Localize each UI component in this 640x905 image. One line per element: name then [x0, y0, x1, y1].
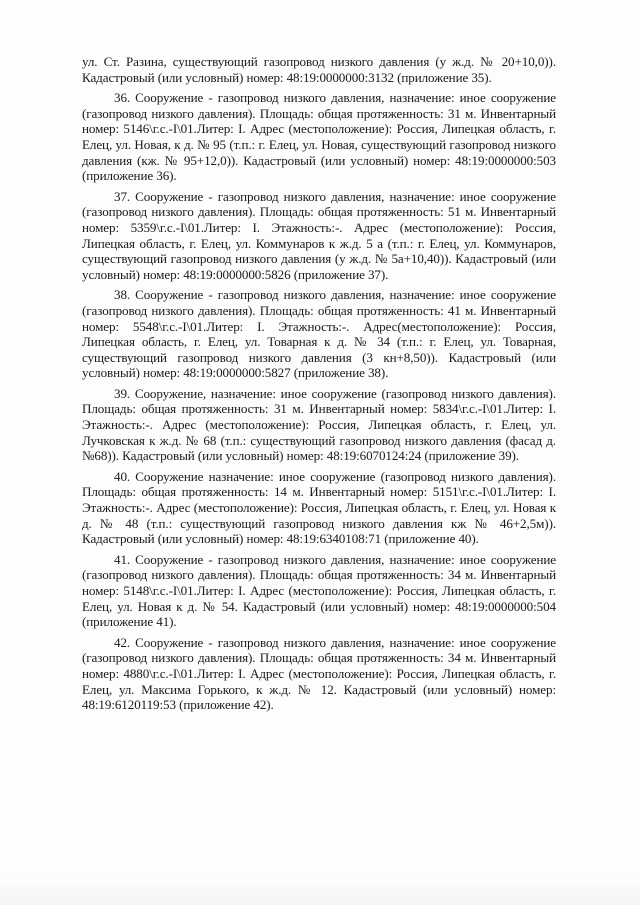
list-item-41: 41. Сооружение - газопровод низкого давления, назначение: иное сооружение (газопровод низкого давления). Площадь: общая протяженность: 34 м. Инвентарный номер: 5148\г.с.-I\01.Литер: I. Адрес (местоположение): Россия, Липецкая область, г. Елец, ул. Новая к д. № 54. Кадастровый (или условный) номер: 48:19:0000000:504 (приложение 41).	[82, 551, 556, 630]
list-item-36: 36. Сооружение - газопровод низкого давления, назначение: иное сооружение (газопровод низкого давления). Площадь: общая протяженность: 31 м. Инвентарный номер: 5146\г.с.-I\01.Литер: I. Адрес (местоположение): Россия, Липецкая область, г. Елец, ул. Новая, к д. № 95 (т.п.: г. Елец, ул. Новая, существующий газопровод низкого давления (кж. № 95+12,0)). Кадастровый (или условный) номер: 48:19:0000000:503 (приложение 36).	[82, 90, 556, 184]
list-item-40: 40. Сооружение назначение: иное сооружение (газопровод низкого давления). Площадь: общая протяженность: 14 м. Инвентарный номер: 5151\г.с.-I\01.Литер: I. Этажность:-. Адрес (местоположение): Россия, Липецкая область, г. Елец, ул. Новая к д. № 48 (т.п.: существующий газопровод низкого давления кж № 46+2,5м)). Кадастровый (или условный) номер: 48:19:6340108:71 (приложение 40).	[82, 468, 556, 547]
list-item-42: 42. Сооружение - газопровод низкого давления, назначение: иное сооружение (газопровод низкого давления). Площадь: общая протяженность: 34 м. Инвентарный номер: 4880\г.с.-I\01.Литер: I. Адрес (местоположение): Россия, Липецкая область, г. Елец, ул. Максима Горького, к ж.д. № 12. Кадастровый (или условный) номер: 48:19:6120119:53 (приложение 42).	[82, 634, 556, 713]
list-item-39: 39. Сооружение, назначение: иное сооружение (газопровод низкого давления). Площадь: общая протяженность: 31 м. Инвентарный номер: 5834\г.с.-I\01.Литер: I. Этажность:-. Адрес (местоположение): Россия, Липецкая область, г. Елец, ул. Лучковская к ж.д. № 68 (т.п.: существующий газопровод низкого давления (фасад д. №68)). Кадастровый (или условный) номер: 48:19:6070124:24 (приложение 39).	[82, 385, 556, 464]
list-item-37: 37. Сооружение - газопровод низкого давления, назначение: иное сооружение (газопровод низкого давления). Площадь: общая протяженность: 51 м. Инвентарный номер: 5359\г.с.-I\01.Литер: I. Этажность:-. Адрес (местоположение): Россия, Липецкая область, г. Елец, ул. Коммунаров к ж.д. 5 а (т.п.: г. Елец, ул. Коммунаров, существующий газопровод низкого давления (у ж.д. № 5а+10,40)). Кадастровый (или условный) номер: 48:19:0000000:5826 (приложение 37).	[82, 188, 556, 282]
document-body	[82, 54, 556, 713]
scan-bottom-shadow	[0, 878, 640, 905]
list-item-38: 38. Сооружение - газопровод низкого давления, назначение: иное сооружение (газопровод низкого давления). Площадь: общая протяженность: 41 м. Инвентарный номер: 5548\г.с.-I\01.Литер: I. Этажность:-. Адрес(местоположение): Россия, Липецкая область, г. Елец, ул. Товарная к д. № 34 (т.п.: г. Елец, ул. Товарная, существующий газопровод низкого давления (3 кн+8,50)). Кадастровый (или условный) номер: 48:19:0000000:5827 (приложение 38).	[82, 287, 556, 381]
paragraph-continuation: ул. Ст. Разина, существующий газопровод низкого давления (у ж.д. № 20+10,0)). Кадастровый (или условный) номер: 48:19:0000000:3132 (приложение 35).	[82, 54, 556, 85]
